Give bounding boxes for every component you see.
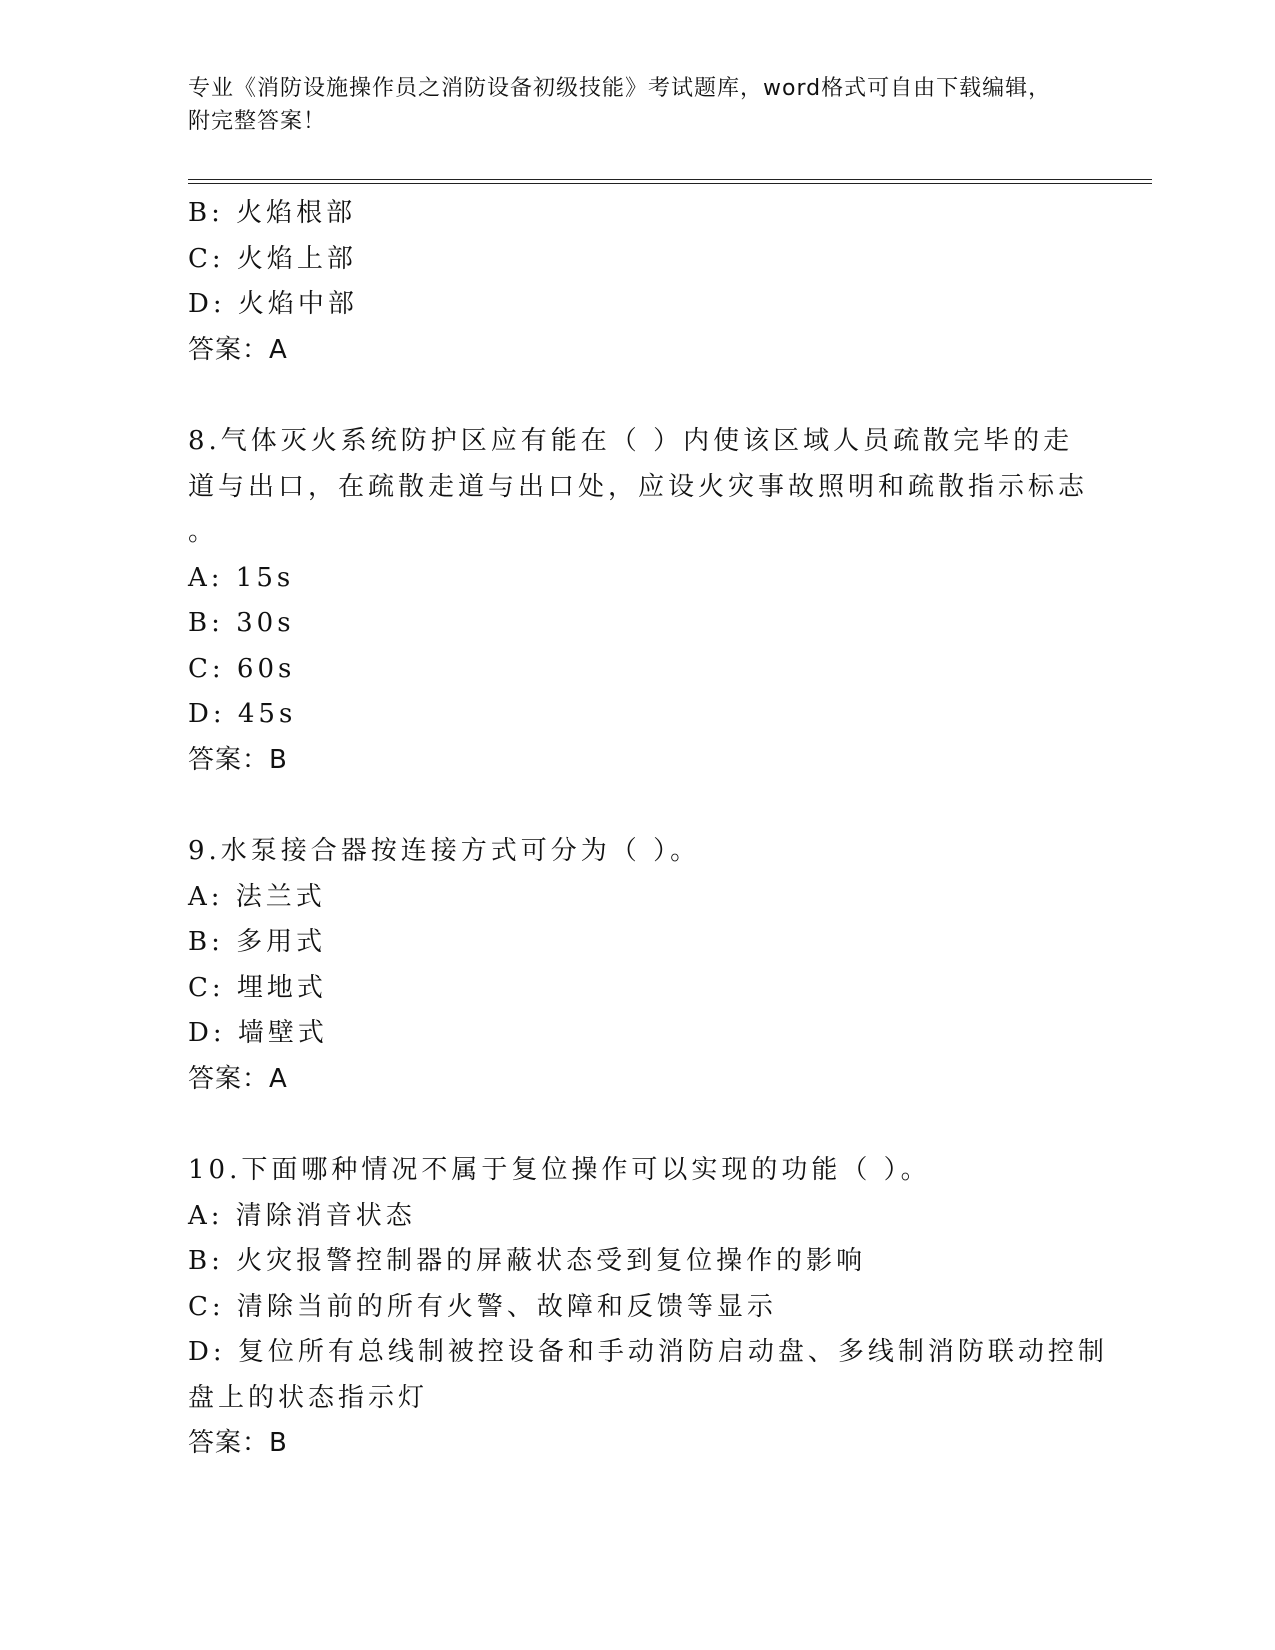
question-stem-end: 。 [188,517,219,547]
option-b: B: 30s [188,608,295,638]
document-header: 专业《消防设施操作员之消防设备初级技能》考试题库，word格式可自由下载编辑，附完整答案！ [188,76,1052,134]
option-d-continued: 盘上的状态指示灯 [188,1382,429,1413]
option-c: C: 埋地式 [188,972,327,1003]
answer-label: 答案：B [188,744,288,775]
spacer [188,373,1088,419]
option-a: A: 15s [188,562,295,593]
option-d: D: 45s [188,699,297,729]
answer-label: 答案：B [188,1428,288,1458]
option-d: D: 火焰中部 [188,289,358,319]
question-7-tail [188,191,1088,373]
spacer [188,1102,1088,1148]
answer-label: 答案：A [188,334,288,365]
header-rule-top [188,179,1152,180]
question-stem: 10.下面哪种情况不属于复位操作可以实现的功能（ ）。 [188,1155,931,1185]
option-c: C: 清除当前的所有火警、故障和反馈等显示 [188,1291,777,1322]
question-stem: 8.气体灭火系统防护区应有能在（ ）内使该区域人员疏散完毕的走 [188,426,1074,456]
question-9 [188,829,1088,1102]
option-b: B: 火灾报警控制器的屏蔽状态受到复位操作的影响 [188,1246,867,1276]
answer-label: 答案：A [188,1063,288,1094]
question-stem-continued: 道与出口，在疏散走道与出口处，应设火灾事故照明和疏散指示标志 [188,471,1089,502]
option-b: B: 火焰根部 [188,198,357,228]
option-c: C: 火焰上部 [188,243,357,274]
option-a: A: 法兰式 [188,881,326,912]
question-stem: 9.水泵接合器按连接方式可分为（ ）。 [188,836,701,866]
header-rule-bottom [188,183,1152,184]
option-d: D: 墙壁式 [188,1018,328,1048]
option-a: A: 清除消音状态 [188,1200,416,1231]
option-d: D: 复位所有总线制被控设备和手动消防启动盘、多线制消防联动控制 [188,1337,1108,1367]
option-b: B: 多用式 [188,927,327,957]
option-c: C: 60s [188,653,296,684]
question-8 [188,419,1088,783]
spacer [188,783,1088,829]
question-10 [188,1148,1108,1467]
question-list [188,191,1108,1467]
